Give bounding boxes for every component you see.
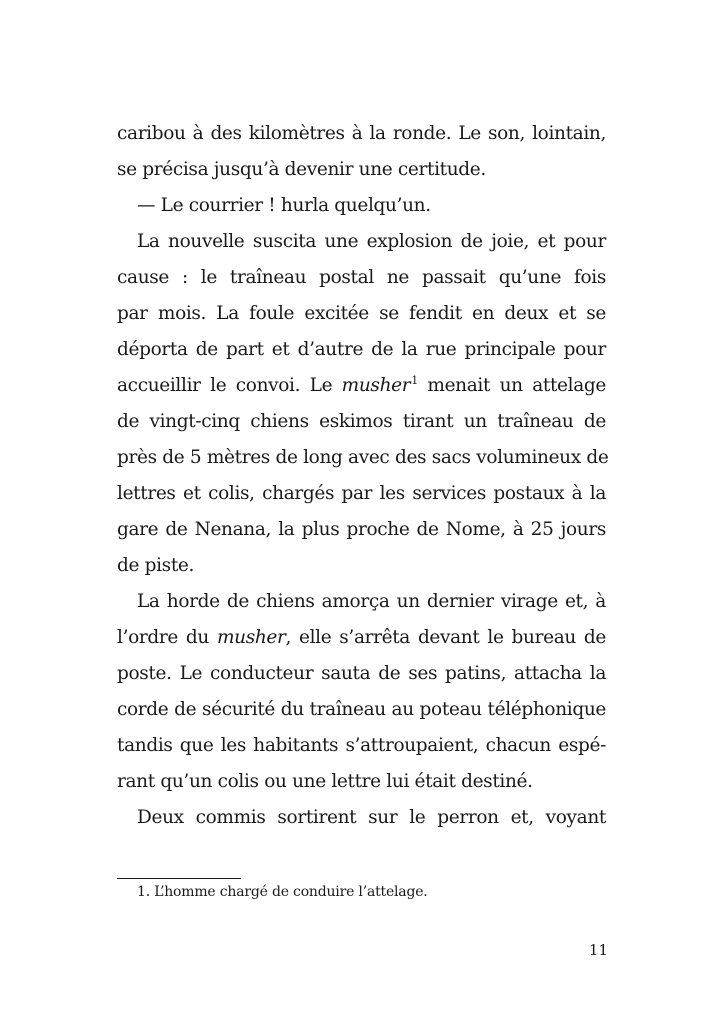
footnote-separator <box>117 878 241 879</box>
text-line: se précisa jusqu’à devenir une certitude. <box>117 159 486 180</box>
page-number: 11 <box>588 941 608 959</box>
text-line <box>117 368 606 404</box>
text-line: cause : le traîneau postal ne passait qu’une fois <box>117 267 606 288</box>
dialogue-line: — Le courrier ! hurla quelqu’un. <box>137 195 431 216</box>
text-line: gare de Nenana, la plus proche de Nome, à 25 jours <box>117 519 606 540</box>
text-line: poste. Le conducteur sauta de ses patins, attacha la <box>117 663 606 684</box>
italic-term: musher <box>341 375 411 396</box>
text-segment: , elle s’arrêta devant le bureau de <box>285 627 606 648</box>
text-line: de piste. <box>117 555 195 576</box>
text-line: déporta de part et d’autre de la rue principale pour <box>117 339 606 360</box>
text-line: rant qu’un colis ou une lettre lui était destiné. <box>117 771 533 792</box>
text-segment: menait un attelage <box>417 375 606 396</box>
footnote-number: 1. <box>137 884 150 900</box>
footnote-text: L’homme chargé de conduire l’attelage. <box>154 884 428 900</box>
text-line: de vingt-cinq chiens eskimos tirant un traîneau de <box>117 411 606 432</box>
text-line: Deux commis sortirent sur le perron et, voyant <box>137 807 606 828</box>
body-text <box>117 116 609 836</box>
text-line: caribou à des kilomètres à la ronde. Le son, lointain, <box>117 123 606 144</box>
text-line: lettres et colis, chargés par les services postaux à la <box>117 483 606 504</box>
text-line: près de 5 mètres de long avec des sacs volumineux de <box>117 447 609 468</box>
text-line: La nouvelle suscita une explosion de joie, et pour <box>137 231 606 252</box>
footnote-reference: 1 <box>411 374 418 387</box>
text-line <box>117 620 606 656</box>
italic-term: musher <box>216 627 286 648</box>
text-line: corde de sécurité du traîneau au poteau téléphonique <box>117 699 606 720</box>
text-line: tandis que les habitants s’attroupaient, chacun espé- <box>117 735 606 756</box>
footnote <box>137 882 428 902</box>
text-line: par mois. La foule excitée se fendit en deux et se <box>117 303 606 324</box>
text-segment: l’ordre du <box>117 627 217 648</box>
text-line: La horde de chiens amorça un dernier virage et, à <box>137 591 606 612</box>
text-segment: accueillir le convoi. Le <box>117 375 342 396</box>
